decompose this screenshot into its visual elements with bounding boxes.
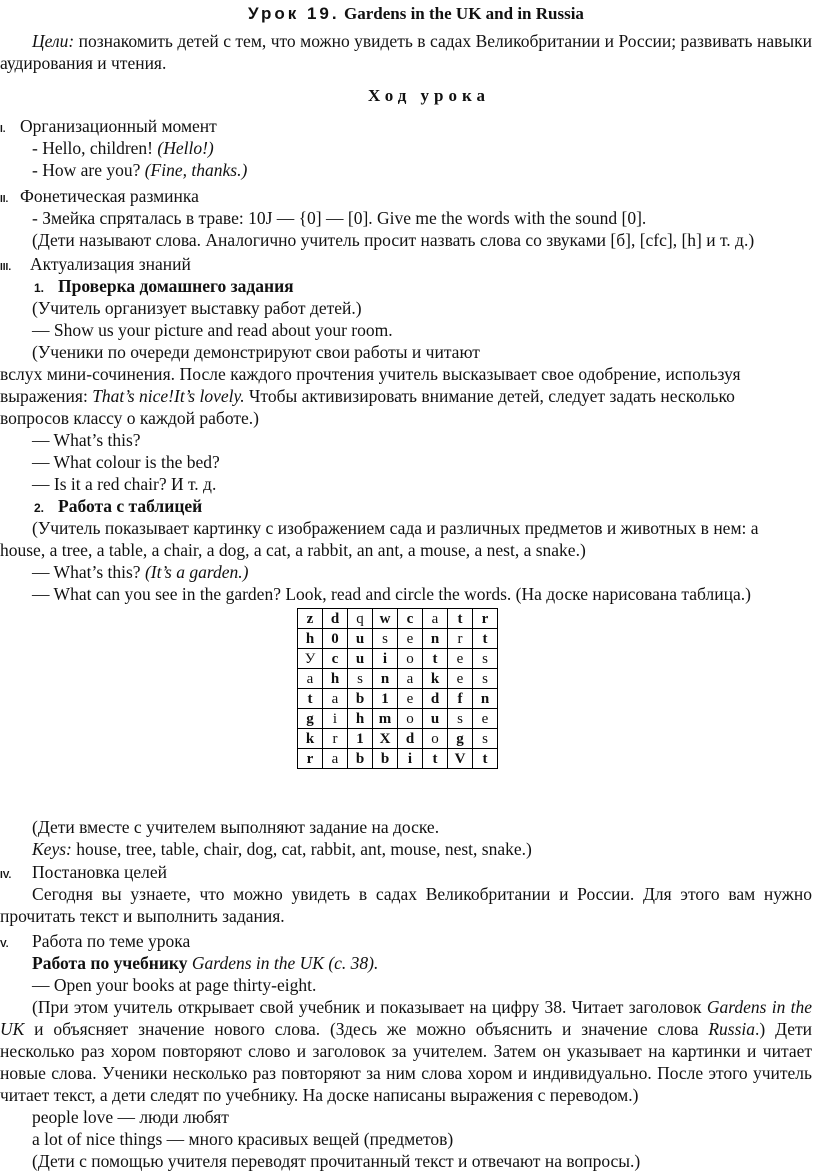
- homework-line-4: вслух мини-сочинения. После каждого прочтения учитель высказывает свое одобрение, используя: [0, 364, 741, 384]
- after-grid-line: (Дети вместе с учителем выполняют задание на доске.: [32, 817, 440, 837]
- question-3: — Is it a red chair? И т. д.: [32, 474, 217, 494]
- greeting-text: - Hello, children!: [32, 138, 158, 158]
- grid-cell: b: [373, 749, 398, 769]
- teacher-paragraph: [0, 996, 812, 1106]
- section-2-title: Фонетическая разминка: [20, 186, 199, 206]
- section-1-number: I.: [0, 124, 6, 135]
- homework-line-2: — Show us your picture and read about your room.: [32, 320, 393, 340]
- keys-label: Keys:: [32, 839, 72, 859]
- table-question: — What’s this?: [32, 562, 145, 582]
- grid-cell: t: [473, 749, 498, 769]
- table-answer: (It’s a garden.): [144, 562, 249, 582]
- goals-paragraph: Сегодня вы узнаете, что можно увидеть в садах Великобритании и России. Для этого вам нужно прочитать текст и выполнить задания.: [0, 884, 812, 926]
- grid-cell: h: [323, 669, 348, 689]
- grid-cell: t: [448, 609, 473, 629]
- grid-row: [298, 649, 498, 669]
- section-1-heading: [0, 115, 812, 137]
- subsection-2-number: 2.: [34, 501, 45, 515]
- grid-cell: u: [423, 709, 448, 729]
- grid-row: [298, 629, 498, 649]
- grid-cell: f: [448, 689, 473, 709]
- keys-line: [0, 838, 812, 860]
- textbook-line: [0, 952, 812, 974]
- grid-cell: o: [398, 709, 423, 729]
- homework-line-5c: Чтобы активизировать внимание детей, следует задать несколько: [244, 386, 735, 406]
- question-1: — What’s this?: [32, 430, 141, 450]
- section-4-heading: [0, 861, 812, 883]
- homework-line-1: (Учитель организует выставку работ детей.): [32, 298, 362, 318]
- section-5-heading: [0, 930, 812, 952]
- teacher-paragraph-title: Gardens in the UK: [0, 997, 812, 1039]
- greeting-line-2: [0, 159, 812, 181]
- grid-cell: 0: [323, 629, 348, 649]
- grid-cell: a: [423, 609, 448, 629]
- grid-cell: u: [348, 629, 373, 649]
- expression-1: people love — люди любят: [32, 1107, 229, 1127]
- grid-cell: b: [348, 689, 373, 709]
- lesson-topic: Gardens in the UK and in Russia: [343, 4, 584, 23]
- section-2-number: II.: [0, 194, 9, 205]
- textbook-reference: Gardens in the UK (с. 38).: [187, 953, 379, 973]
- grid-cell: У: [298, 649, 323, 669]
- grid-cell: o: [398, 649, 423, 669]
- grid-cell: 1: [348, 729, 373, 749]
- grid-cell: n: [473, 689, 498, 709]
- grid-cell: t: [423, 649, 448, 669]
- grid-row: [298, 689, 498, 709]
- grid-cell: s: [373, 629, 398, 649]
- grid-cell: r: [323, 729, 348, 749]
- section-1-title: Организационный момент: [20, 116, 217, 136]
- grid-cell: q: [348, 609, 373, 629]
- subsection-homework: [0, 275, 812, 297]
- grid-cell: i: [398, 749, 423, 769]
- grid-cell: a: [298, 669, 323, 689]
- grid-cell: i: [373, 649, 398, 669]
- grid-cell: d: [398, 729, 423, 749]
- grid-cell: k: [298, 729, 323, 749]
- phonetic-line-1: - Змейка спряталась в траве: 10J — {0] — [0]. Give me the words with the sound [0].: [32, 208, 647, 228]
- goals-text: познакомить детей с тем, что можно увидеть в садах Великобритании и России; развивать навыки аудирования и чтения.: [0, 31, 812, 73]
- grid-cell: w: [373, 609, 398, 629]
- question-answer: (Fine, thanks.): [144, 160, 248, 180]
- section-4-title: Постановка целей: [32, 862, 167, 882]
- lesson-number: Урок 19.: [248, 4, 340, 23]
- grid-row: [298, 729, 498, 749]
- lesson-title: [20, 2, 812, 26]
- teacher-paragraph-e: .) Дети несколько раз хором повторяют слово и заголовок за учителем. Затем он указывает на картинки и читает новые слова. Ученики несколько раз повторяют за ним слова хором и индивидуально. После этого учитель читает текст, а дети следят по учебнику. На доске написаны выражения с переводом.): [0, 1019, 813, 1105]
- open-books-line: — Open your books at page thirty-eight.: [32, 975, 317, 995]
- homework-phrases: That’s nice!It’s lovely.: [92, 386, 245, 406]
- grid-cell: b: [348, 749, 373, 769]
- grid-cell: c: [398, 609, 423, 629]
- grid-cell: 1: [373, 689, 398, 709]
- grid-cell: t: [298, 689, 323, 709]
- grid-cell: X: [373, 729, 398, 749]
- teacher-paragraph-russia: Russia: [708, 1019, 756, 1039]
- teacher-paragraph-a: (При этом учитель открывает свой учебник и показывает на цифру 38. Читает заголовок: [32, 997, 707, 1017]
- grid-cell: r: [448, 629, 473, 649]
- word-search-grid: [297, 608, 498, 769]
- grid-cell: g: [448, 729, 473, 749]
- grid-cell: n: [373, 669, 398, 689]
- grid-cell: V: [448, 749, 473, 769]
- subsection-table: [0, 495, 812, 517]
- grid-cell: g: [298, 709, 323, 729]
- grid-cell: d: [323, 609, 348, 629]
- grid-cell: a: [323, 749, 348, 769]
- grid-cell: e: [448, 649, 473, 669]
- grid-cell: t: [473, 629, 498, 649]
- grid-row: [298, 609, 498, 629]
- grid-cell: m: [373, 709, 398, 729]
- grid-cell: r: [298, 749, 323, 769]
- section-2-heading: [0, 185, 812, 207]
- grid-cell: s: [448, 709, 473, 729]
- homework-line-5: [0, 385, 812, 407]
- homework-line-6: вопросов классу о каждой работе.): [0, 408, 259, 428]
- greeting-line-1: [0, 137, 812, 159]
- question-2: — What colour is the bed?: [32, 452, 220, 472]
- phonetic-line-2: (Дети называют слова. Аналогично учитель просит назвать слова со звуками [б], [cfc], [h] и т. д.): [32, 230, 755, 250]
- grid-cell: c: [323, 649, 348, 669]
- section-3-heading: [0, 253, 812, 275]
- grid-cell: e: [473, 709, 498, 729]
- expression-2: a lot of nice things — много красивых вещей (предметов): [32, 1129, 454, 1149]
- question-text: - How are you?: [32, 160, 145, 180]
- grid-cell: a: [323, 689, 348, 709]
- goals-label: Цели:: [32, 31, 75, 51]
- grid-cell: n: [423, 629, 448, 649]
- grid-cell: h: [348, 709, 373, 729]
- lesson-goals: [0, 30, 812, 74]
- subsection-1-number: 1.: [34, 281, 45, 295]
- table-line-3: [0, 561, 812, 583]
- keys-text: house, tree, table, chair, dog, cat, rabbit, ant, mouse, nest, snake.): [71, 839, 532, 859]
- grid-row: [298, 669, 498, 689]
- grid-cell: e: [398, 629, 423, 649]
- section-4-number: IV.: [0, 870, 12, 881]
- grid-cell: u: [348, 649, 373, 669]
- lesson-flow-heading: Ход урока: [367, 86, 491, 105]
- table-line-2: house, a tree, a table, a chair, a dog, a cat, a rabbit, an ant, a mouse, a nest, a snake.): [0, 540, 586, 560]
- grid-cell: o: [423, 729, 448, 749]
- grid-cell: e: [448, 669, 473, 689]
- subsection-2-title: Работа с таблицей: [58, 496, 203, 516]
- table-line-1: (Учитель показывает картинку с изображением сада и различных предметов и животных в нем: а: [32, 518, 759, 538]
- grid-cell: t: [423, 749, 448, 769]
- grid-cell: s: [473, 669, 498, 689]
- section-3-number: III.: [0, 262, 12, 273]
- grid-cell: z: [298, 609, 323, 629]
- grid-cell: d: [423, 689, 448, 709]
- section-5-number: V.: [0, 939, 9, 950]
- greeting-answer: (Hello!): [157, 138, 214, 158]
- subsection-1-title: Проверка домашнего задания: [58, 276, 294, 296]
- textbook-label: Работа по учебнику: [32, 953, 188, 973]
- grid-cell: s: [348, 669, 373, 689]
- grid-cell: i: [323, 709, 348, 729]
- grid-row: [298, 749, 498, 769]
- grid-cell: r: [473, 609, 498, 629]
- section-5-title: Работа по теме урока: [32, 931, 191, 951]
- spacer: [0, 769, 812, 816]
- grid-cell: a: [398, 669, 423, 689]
- grid-row: [298, 709, 498, 729]
- section-3-title: Актуализация знаний: [30, 254, 191, 274]
- grid-cell: h: [298, 629, 323, 649]
- grid-cell: s: [473, 649, 498, 669]
- final-line: (Дети с помощью учителя переводят прочитанный текст и отвечают на вопросы.): [32, 1151, 641, 1171]
- grid-cell: k: [423, 669, 448, 689]
- homework-line-5a: выражения:: [0, 386, 93, 406]
- table-line-4: — What can you see in the garden? Look, read and circle the words. (На доске нарисована таблица.): [32, 584, 751, 604]
- homework-line-3: (Ученики по очереди демонстрируют свои работы и читают: [32, 342, 480, 362]
- grid-cell: s: [473, 729, 498, 749]
- grid-cell: e: [398, 689, 423, 709]
- teacher-paragraph-c: и объясняет значение нового слова. (Здесь же можно объяснить и значение слова: [24, 1019, 709, 1039]
